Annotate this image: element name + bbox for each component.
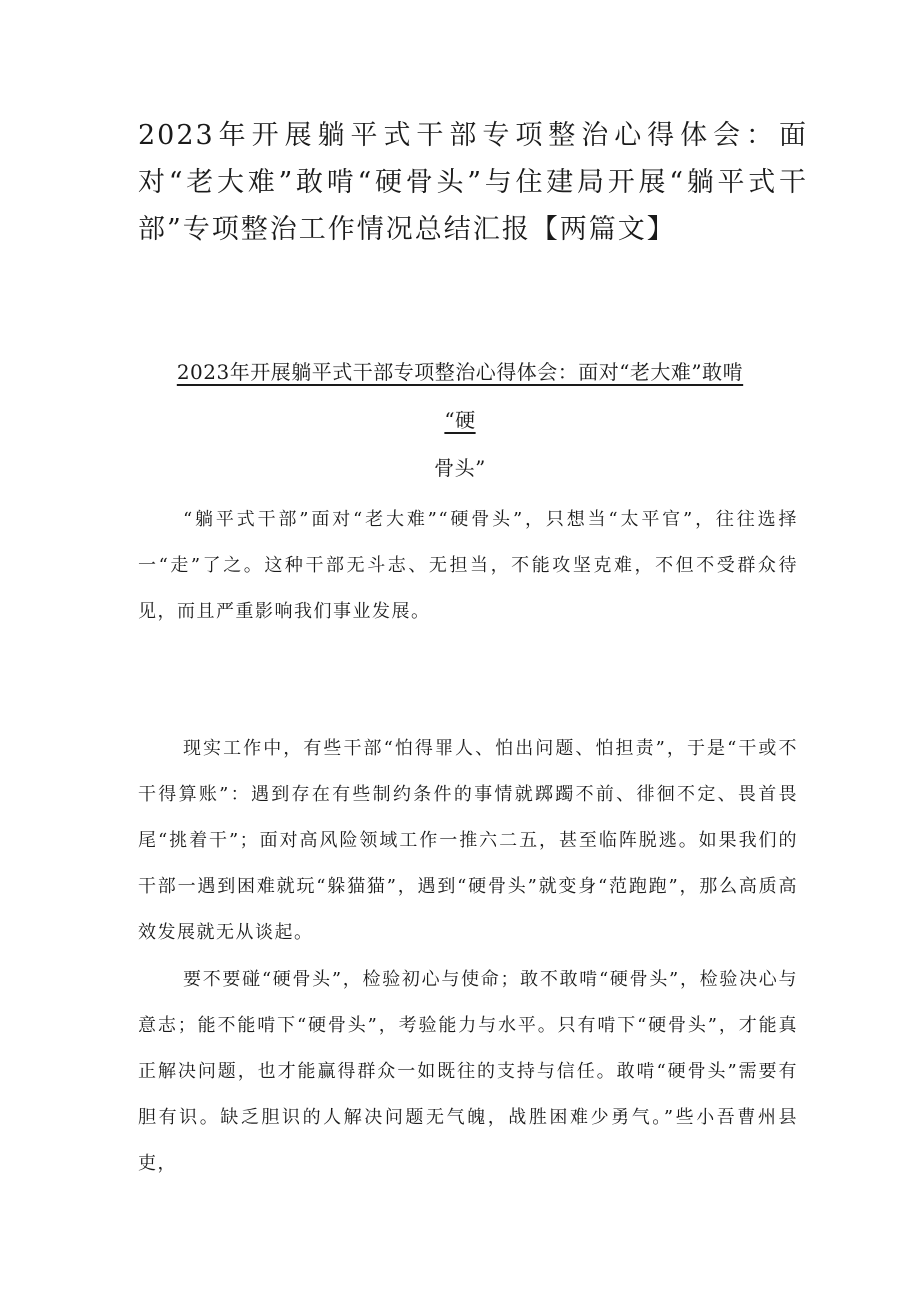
body-paragraph-3: 要不要碰“硬骨头”，检验初心与使命；敢不敢啃“硬骨头”，检验决心与意志；能不能啃下“硬骨头”，考验能力与水平。只有啃下“硬骨头”，才能真正解决问题，也才能赢得群众一如既往的支持与信任。敢啃“硬骨头”需要有胆有识。缺乏胆识的人解决问题无气魄，战胜困难少勇气。”些小吾曹州县吏， (138, 969, 798, 1174)
section-title-line-1: 2023年开展躺平式干部专项整治心得体会：面对“老大难”敢啃 (176, 360, 744, 384)
section-title (140, 355, 780, 499)
section-title-line-3: 骨头” (434, 456, 486, 480)
document-title: 2023年开展躺平式干部专项整治心得体会：面对“老大难”敢啃“硬骨头”与住建局开展“躺平式干部”专项整治工作情况总结汇报【两篇文】 (138, 120, 808, 245)
body-paragraph-1: “躺平式干部”面对“老大难”“硬骨头”，只想当“太平官”，往往选择一“走”了之。这种干部无斗志、无担当，不能攻坚克难，不但不受群众待见，而且严重影响我们事业发展。 (138, 509, 798, 622)
body-paragraph-2: 现实工作中，有些干部“怕得罪人、怕出问题、怕担责”，于是“干或不干得算账”：遇到存在有些制约条件的事情就踯躅不前、徘徊不定、畏首畏尾“挑着干”；面对高风险领域工作一推六二五，甚至临阵脱逃。如果我们的干部一遇到困难就玩“躲猫猫”，遇到“硬骨头”就变身“范跑跑”，那么高质高效发展就无从谈起。 (138, 738, 798, 943)
section-title-line-2: “硬 (444, 408, 476, 432)
